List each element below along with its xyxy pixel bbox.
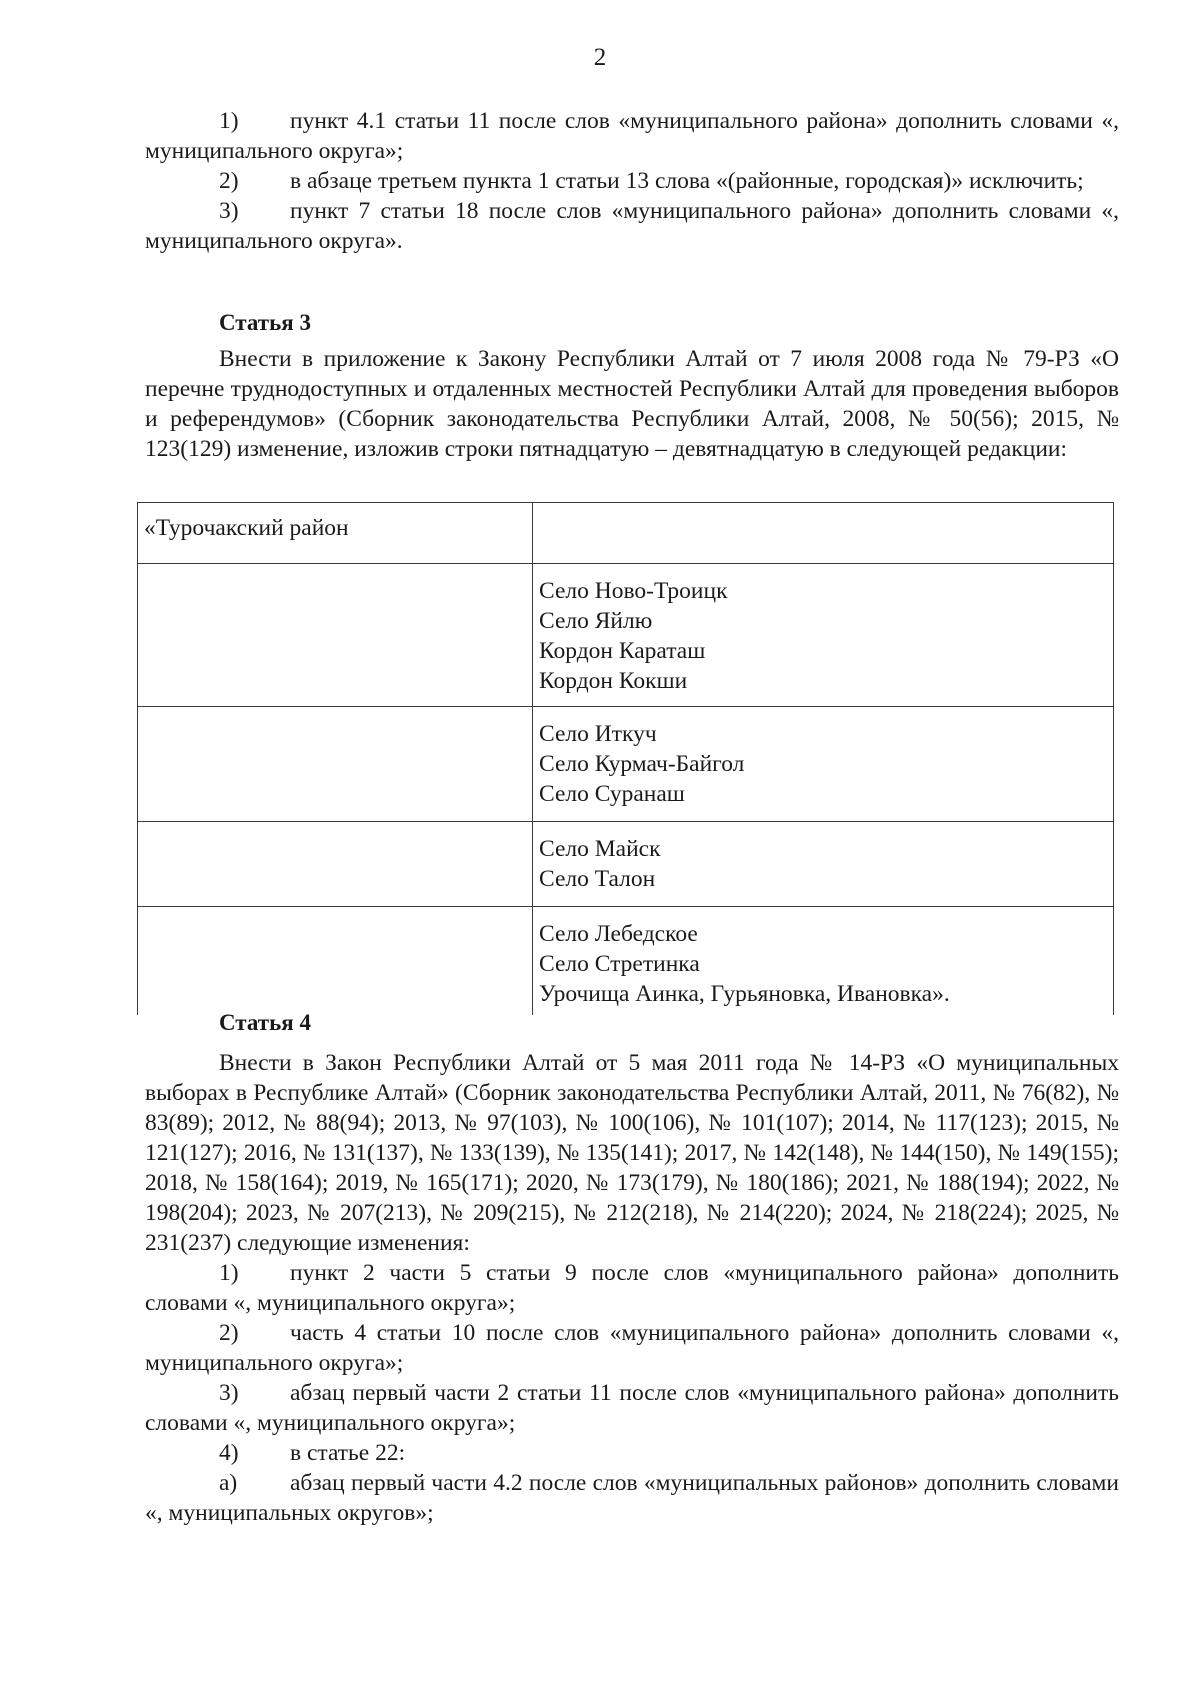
list-item: 2) часть 4 статьи 10 после слов «муниципального района» дополнить словами «, муниципального округа»; [145, 1320, 1119, 1376]
locality: Село Майск [539, 836, 661, 862]
locality: Село Ново-Троицк [539, 578, 728, 604]
table-row [138, 822, 1114, 907]
locality: Село Иткуч [539, 721, 657, 747]
article-3-intro: Внести в приложение к Закону Республики Алтай от 7 июля 2008 года № 79-РЗ «О перечне труднодоступных и отдаленных местностей Республики Алтай для проведения выборов и референдумов» (Сборник законодательства Республики Алтай, 2008, № 50(56); 2015, № 123(129) изменение, изложив строки пятнадцатую – девятнадцатую в следующей редакции: [145, 346, 1119, 462]
list-item: 2) в абзаце третьем пункта 1 статьи 13 слова «(районные, городская)» исключить; [219, 168, 1084, 194]
list-item: 3) пункт 7 статьи 18 после слов «муниципального района» дополнить словами «, муниципального округа». [145, 198, 1119, 254]
locality: Село Талон [539, 866, 656, 892]
localities-cell [533, 564, 1114, 707]
table-row [138, 907, 1114, 1016]
article-3 [145, 308, 1119, 464]
locality: Урочища Аинка, Гурьяновка, Ивановка». [539, 981, 950, 1007]
empty-cell [533, 503, 1114, 564]
localities-cell [533, 707, 1114, 822]
empty-cell [138, 564, 533, 707]
locality: Кордон Кокши [539, 668, 688, 694]
empty-cell [138, 822, 533, 907]
locality: Кордон Караташ [539, 638, 706, 664]
table-row [138, 503, 1114, 564]
list-item: 1) пункт 2 части 5 статьи 9 после слов «муниципального района» дополнить словами «, муниципального округа»; [145, 1260, 1119, 1316]
empty-cell [138, 907, 533, 1016]
article-4-intro: Внести в Закон Республики Алтай от 5 мая 2011 года № 14-РЗ «О муниципальных выборах в Республике Алтай» (Сборник законодательства Республики Алтай, 2011, № 76(82), № 83(89); 2012, № 88(94); 2013, № 97(103), № 100(106), № 101(107); 2014, № 117(123); 2015, № 121(127); 2016, № 131(137), № 133(139), № 135(141); 2017, № 142(148), № 144(150), № 149(155); 2018, № 158(164); 2019, № 165(171); 2020, № 173(179), № 180(186); 2021, № 188(194); 2022, № 198(204); 2023, № 207(213), № 209(215), № 212(218), № 214(220); 2024, № 218(224); 2025, № 231(237) следующие изменения: [145, 1050, 1119, 1256]
amendment-list-top [145, 106, 1119, 256]
list-item: 3) абзац первый части 2 статьи 11 после слов «муниципального района» дополнить словами «, муниципального округа»; [145, 1380, 1119, 1436]
locality: Село Курмач-Байгол [539, 751, 745, 777]
locality: Село Яйлю [539, 608, 653, 634]
empty-cell [138, 707, 533, 822]
list-item: 4) в статье 22: [219, 1440, 406, 1466]
locality: Село Стретинка [539, 951, 700, 977]
list-item: а) абзац первый части 4.2 после слов «муниципальных районов» дополнить словами «, муниципальных округов»; [145, 1470, 1119, 1526]
article-4-heading: Статья 4 [219, 1010, 311, 1035]
localities-table [137, 502, 1114, 1015]
locality: Село Суранаш [539, 781, 685, 807]
localities-cell [533, 822, 1114, 907]
locality: Село Лебедское [539, 921, 698, 947]
table-row [138, 564, 1114, 707]
district-cell: «Турочакский район [138, 503, 533, 564]
table-row [138, 707, 1114, 822]
article-3-heading: Статья 3 [219, 310, 311, 335]
article-4 [145, 1008, 1119, 1528]
list-item: 1) пункт 4.1 статьи 11 после слов «муниципального района» дополнить словами «, муниципального округа»; [145, 108, 1119, 164]
page-number: 2 [593, 44, 607, 71]
localities-cell [533, 907, 1114, 1016]
